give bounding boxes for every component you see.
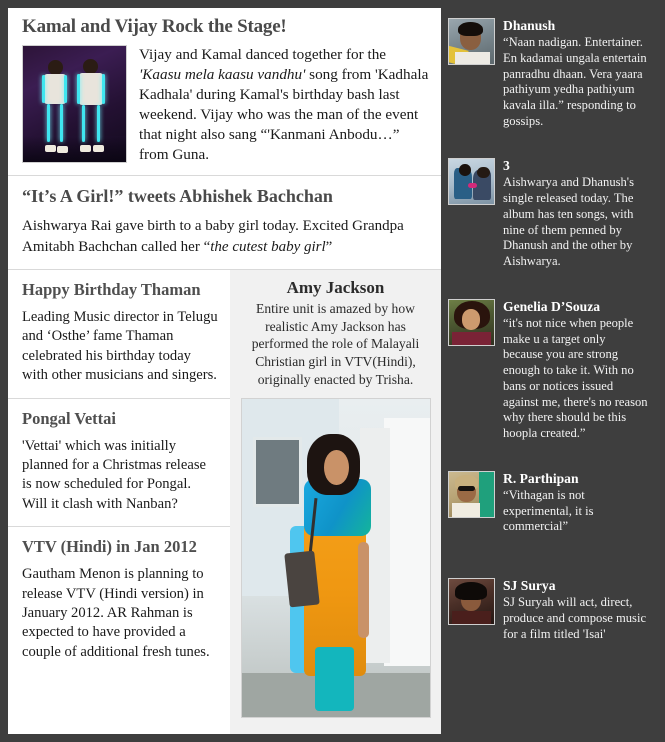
three-movie-thumbnail xyxy=(448,158,495,205)
story-kamal-vijay xyxy=(8,8,441,175)
story-body: Gautham Menon is planning to release VTV (Hindi version) in January 2012. AR Rahman is expected to have provided a couple of additional fresh tunes. xyxy=(22,566,210,660)
amy-jackson-photo xyxy=(241,398,431,718)
story-vtv-hindi xyxy=(8,527,230,674)
story-headline: Kamal and Vijay Rock the Stage! xyxy=(22,16,287,37)
spacer xyxy=(448,548,648,578)
sidebar-item-parthipan[interactable] xyxy=(448,471,648,535)
sidebar-item-quote: SJ Suryah will act, direct, produce and compose music for a film titled 'Isai' xyxy=(503,595,647,641)
story-layout xyxy=(22,45,431,165)
sidebar-item-quote: “Naan nadigan. Entertainer. En kadamai ungala entertain panradhu dhaan. Vera yaara pathiyum yedha pathiyum kavala illa.” responding to gossips. xyxy=(503,35,647,128)
feature-headline: Amy Jackson xyxy=(286,277,385,297)
left-column xyxy=(8,270,230,734)
story-body: Leading Music director in Telugu and ‘Osthe’ fame Thaman celebrated his birthday today with other musicians and singers. xyxy=(22,308,218,384)
spacer xyxy=(448,142,648,158)
sidebar-item-quote: “it's not nice when people make u a target only because you are strong enough to take it. With no bans or notices issued against me, there's no reason why there should be this hoopla created.” xyxy=(503,315,648,441)
kamal-vijay-stage-photo xyxy=(22,45,127,163)
sidebar-item-name: Genelia D’Souza xyxy=(503,298,601,314)
spacer xyxy=(448,455,648,471)
spacer xyxy=(448,283,648,299)
sidebar-item-body xyxy=(503,471,648,535)
main-content-panel xyxy=(8,8,441,734)
sidebar-item-body xyxy=(503,299,648,442)
story-its-a-girl xyxy=(8,176,441,269)
sidebar-item-body xyxy=(503,578,648,642)
story-body xyxy=(139,45,431,165)
story-headline: VTV (Hindi) in Jan 2012 xyxy=(22,537,197,557)
story-body-part-1: Aishwarya Rai gave birth to a baby girl today. Excited Grandpa Amitabh Bachchan called her “ xyxy=(22,218,404,255)
sj-surya-thumbnail xyxy=(448,578,495,625)
story-headline: “It’s A Girl!” tweets Abhishek Bachchan xyxy=(22,186,333,207)
sidebar-item-name: R. Parthipan xyxy=(503,470,579,486)
story-pongal-vettai xyxy=(8,399,230,527)
story-body-emphasis: 'Kaasu mela kaasu vandhu' xyxy=(139,66,306,84)
story-body: 'Vettai' which was initially planned for a Christmas release is now scheduled for Pongal. Will it clash with Nanban? xyxy=(22,437,206,512)
story-headline: Pongal Vettai xyxy=(22,408,116,428)
sidebar-item-name: Dhanush xyxy=(503,18,556,33)
sidebar-item-body xyxy=(503,18,648,129)
two-column-zone xyxy=(8,270,441,734)
celebrity-quotes-sidebar xyxy=(441,8,657,734)
story-thaman xyxy=(8,270,230,398)
r-parthipan-thumbnail xyxy=(448,471,495,518)
sidebar-item-genelia[interactable] xyxy=(448,299,648,442)
sidebar-item-name: SJ Surya xyxy=(503,578,556,594)
sidebar-item-three[interactable] xyxy=(448,158,648,269)
genelia-dsouza-thumbnail xyxy=(448,299,495,346)
story-body-emphasis: the cutest baby girl xyxy=(210,238,326,255)
feature-caption: Entire unit is amazed by how realistic Amy Jackson has performed the role of Malayali Christian girl in VTV(Hindi), originally enacted by Trisha. xyxy=(251,300,420,387)
story-body xyxy=(22,216,429,257)
sidebar-item-name: 3 xyxy=(503,158,510,174)
story-headline: Happy Birthday Thaman xyxy=(22,279,201,299)
feature-column-amy-jackson xyxy=(230,270,441,734)
dhanush-thumbnail xyxy=(448,18,495,65)
sidebar-item-quote: “Vithagan is not experimental, it is commercial” xyxy=(503,487,594,534)
sidebar-item-quote: Aishwarya and Dhanush's single released today. The album has ten songs, with nine of them penned by Dhanush and the other by Aishwarya. xyxy=(503,175,634,269)
sidebar-item-dhanush[interactable] xyxy=(448,18,648,129)
sidebar-item-body xyxy=(503,158,648,269)
story-body-part-2: song from 'Kadhala Kadhala' during Kamal's birthday bash last weekend. Vijay who was the man of the event that night also sang “'Kanmani Anbodu…” from Guna. xyxy=(139,66,429,164)
story-body-part-1: Vijay and Kamal danced together for the xyxy=(139,46,387,63)
sidebar-item-sjsurya[interactable] xyxy=(448,578,648,642)
story-body-part-2: ” xyxy=(325,238,333,255)
